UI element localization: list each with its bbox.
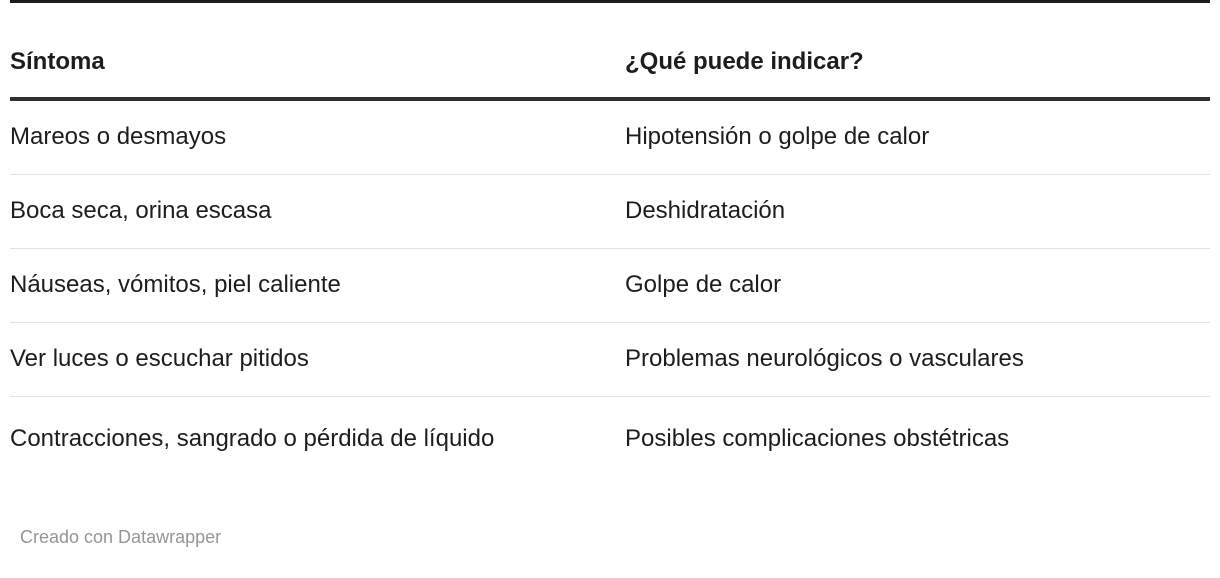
cell-sintoma: Ver luces o escuchar pitidos <box>10 323 625 397</box>
table-row <box>10 323 1210 397</box>
cell-sintoma: Mareos o desmayos <box>10 99 625 175</box>
column-header-sintoma: Síntoma <box>10 3 625 99</box>
table-header <box>10 3 1210 99</box>
column-header-que-puede-indicar: ¿Qué puede indicar? <box>625 3 1210 99</box>
datawrapper-credit-link[interactable]: Creado con Datawrapper <box>20 527 222 547</box>
table-row <box>10 397 1210 483</box>
cell-sintoma: Contracciones, sangrado o pérdida de líquido <box>10 425 495 452</box>
cell-indica: Posibles complicaciones obstétricas <box>625 425 1010 452</box>
table-row <box>10 99 1210 175</box>
cell-indica: Problemas neurológicos o vasculares <box>625 323 1210 397</box>
table-body <box>10 99 1210 482</box>
cell-sintoma: Boca seca, orina escasa <box>10 175 625 249</box>
cell-indica: Deshidratación <box>625 175 1210 249</box>
cell-sintoma: Náuseas, vómitos, piel caliente <box>10 249 625 323</box>
cell-indica: Golpe de calor <box>625 249 1210 323</box>
header-row <box>10 3 1210 99</box>
table-row <box>10 175 1210 249</box>
table-row <box>10 249 1210 323</box>
symptoms-table <box>10 3 1210 482</box>
cell-indica: Hipotensión o golpe de calor <box>625 99 1210 175</box>
